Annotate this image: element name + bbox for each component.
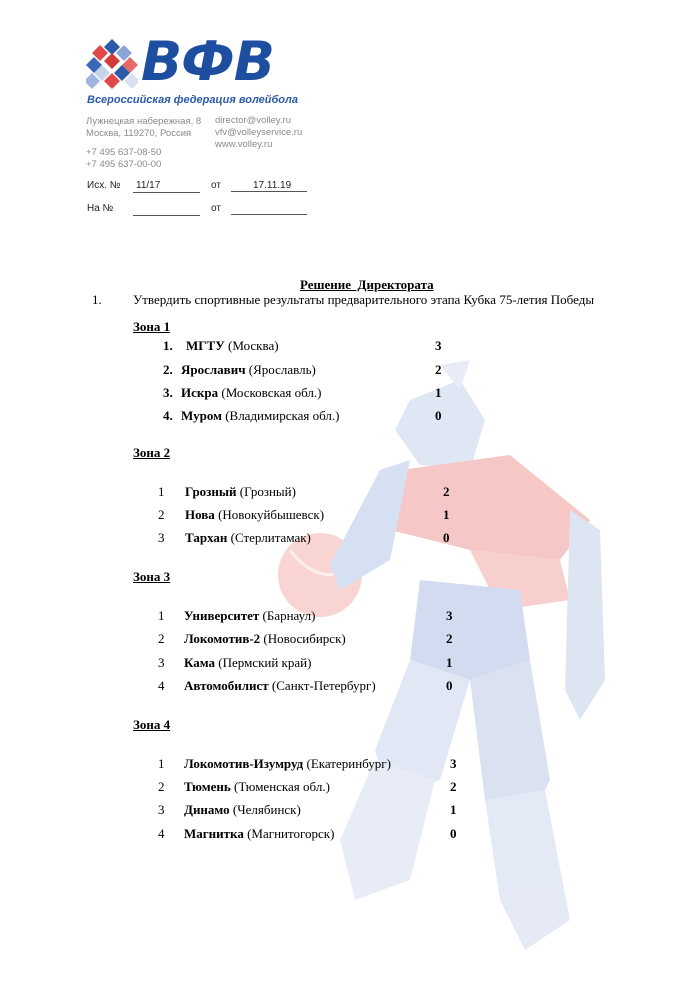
team-score: 2 [446,631,453,646]
website-link[interactable]: www.volley.ru [215,139,273,150]
email-block [215,115,302,151]
team-entry [181,385,321,401]
address-line: Москва, 119270, Россия [86,128,192,139]
team-place: 3. [163,385,173,400]
team-name: Университет [184,608,260,623]
team-place: 2. [163,362,173,377]
outgoing-number-label: Исх. № [87,180,121,191]
team-name: Тюмень [184,779,231,794]
team-score: 3 [450,756,457,771]
zone-3-title: Зона 3 [133,569,171,584]
team-place: 3 [158,530,165,545]
team-name: Локомотив-Изумруд [184,756,304,771]
team-entry [184,678,376,694]
team-entry [186,338,279,354]
team-place: 1 [158,484,165,499]
team-place: 1 [158,608,165,623]
phone-number: +7 495 637-08-50 [86,147,162,158]
team-score: 3 [435,338,442,353]
outgoing-number: 11/17 [133,180,200,193]
team-city: (Стерлитамак) [230,530,311,545]
zone-4-title: Зона 4 [133,717,171,732]
team-city: (Москва) [228,338,279,353]
team-entry [184,631,346,647]
incoming-date-label: от [211,203,221,214]
team-score: 2 [443,484,450,499]
team-name: МГТУ [186,338,225,353]
team-entry [185,484,296,500]
team-city: (Екатеринбург) [306,756,391,771]
team-city: (Магнитогорск) [247,826,335,841]
team-score: 1 [435,385,442,400]
team-entry [184,655,311,671]
team-score: 0 [450,826,457,841]
team-score: 1 [443,507,450,522]
phone-block [86,147,161,171]
team-score: 0 [443,530,450,545]
team-entry [185,507,324,523]
team-place: 2 [158,507,165,522]
team-score: 2 [450,779,457,794]
address-line: Лужнецкая набережная, 8 [86,116,202,127]
team-entry [184,608,315,624]
outgoing-date: 17.11.19 [231,180,307,192]
team-score: 3 [446,608,453,623]
team-name: Тархан [185,530,228,545]
team-entry [184,756,391,772]
phone-number: +7 495 637-00-00 [86,159,162,170]
zone-2-title: Зона 2 [133,445,171,460]
team-name: Грозный [185,484,237,499]
incoming-number [133,203,200,216]
team-place: 1. [163,338,173,353]
outgoing-date-label: от [211,180,221,191]
team-city: (Новосибирск) [263,631,346,646]
email-link[interactable]: vfv@volleyservice.ru [215,127,303,138]
team-city: (Тюменская обл.) [234,779,330,794]
team-score: 0 [446,678,453,693]
email-link[interactable]: director@volley.ru [215,115,291,126]
team-city: (Пермский край) [218,655,312,670]
address-block [86,116,201,140]
team-place: 3 [158,655,165,670]
incoming-number-label: На № [87,203,114,214]
team-score: 1 [446,655,453,670]
team-entry [184,826,334,842]
team-entry [181,408,339,424]
team-city: (Новокуйбышевск) [218,507,325,522]
team-place: 2 [158,779,165,794]
team-place: 3 [158,802,165,817]
team-name: Магнитка [184,826,244,841]
team-city: (Московская обл.) [221,385,322,400]
organization-name: Всероссийская федерация волейбола [87,94,298,106]
team-place: 4 [158,826,165,841]
team-name: Автомобилист [184,678,269,693]
incoming-date [231,203,307,215]
item-text: Утвердить спортивные результаты предварительного этапа Кубка 75-летия Победы [133,292,595,307]
team-name: Локомотив-2 [184,631,261,646]
team-place: 4. [163,408,173,423]
team-score: 1 [450,802,457,817]
team-city: (Санкт-Петербург) [271,678,376,693]
team-name: Ярославич [181,362,246,377]
team-entry [181,362,316,378]
team-name: Кама [184,655,216,670]
team-entry [185,530,311,546]
team-score: 0 [435,408,442,423]
team-city: (Челябинск) [232,802,301,817]
logo-wordmark: ВФВ [141,30,274,93]
team-name: Муром [181,408,222,423]
team-place: 4 [158,678,165,693]
zone-1-title: Зона 1 [133,319,171,334]
team-city: (Владимирская обл.) [225,408,340,423]
decision-title: Решение Директората [300,277,434,292]
item-number: 1. [92,292,102,307]
vfv-logo-icon [86,39,138,91]
team-name: Нова [185,507,215,522]
team-score: 2 [435,362,442,377]
team-place: 2 [158,631,165,646]
team-city: (Барнаул) [262,608,316,623]
team-city: (Ярославль) [248,362,316,377]
team-city: (Грозный) [239,484,296,499]
team-entry [184,779,330,795]
team-place: 1 [158,756,165,771]
team-name: Динамо [184,802,230,817]
team-entry [184,802,301,818]
team-name: Искра [181,385,219,400]
